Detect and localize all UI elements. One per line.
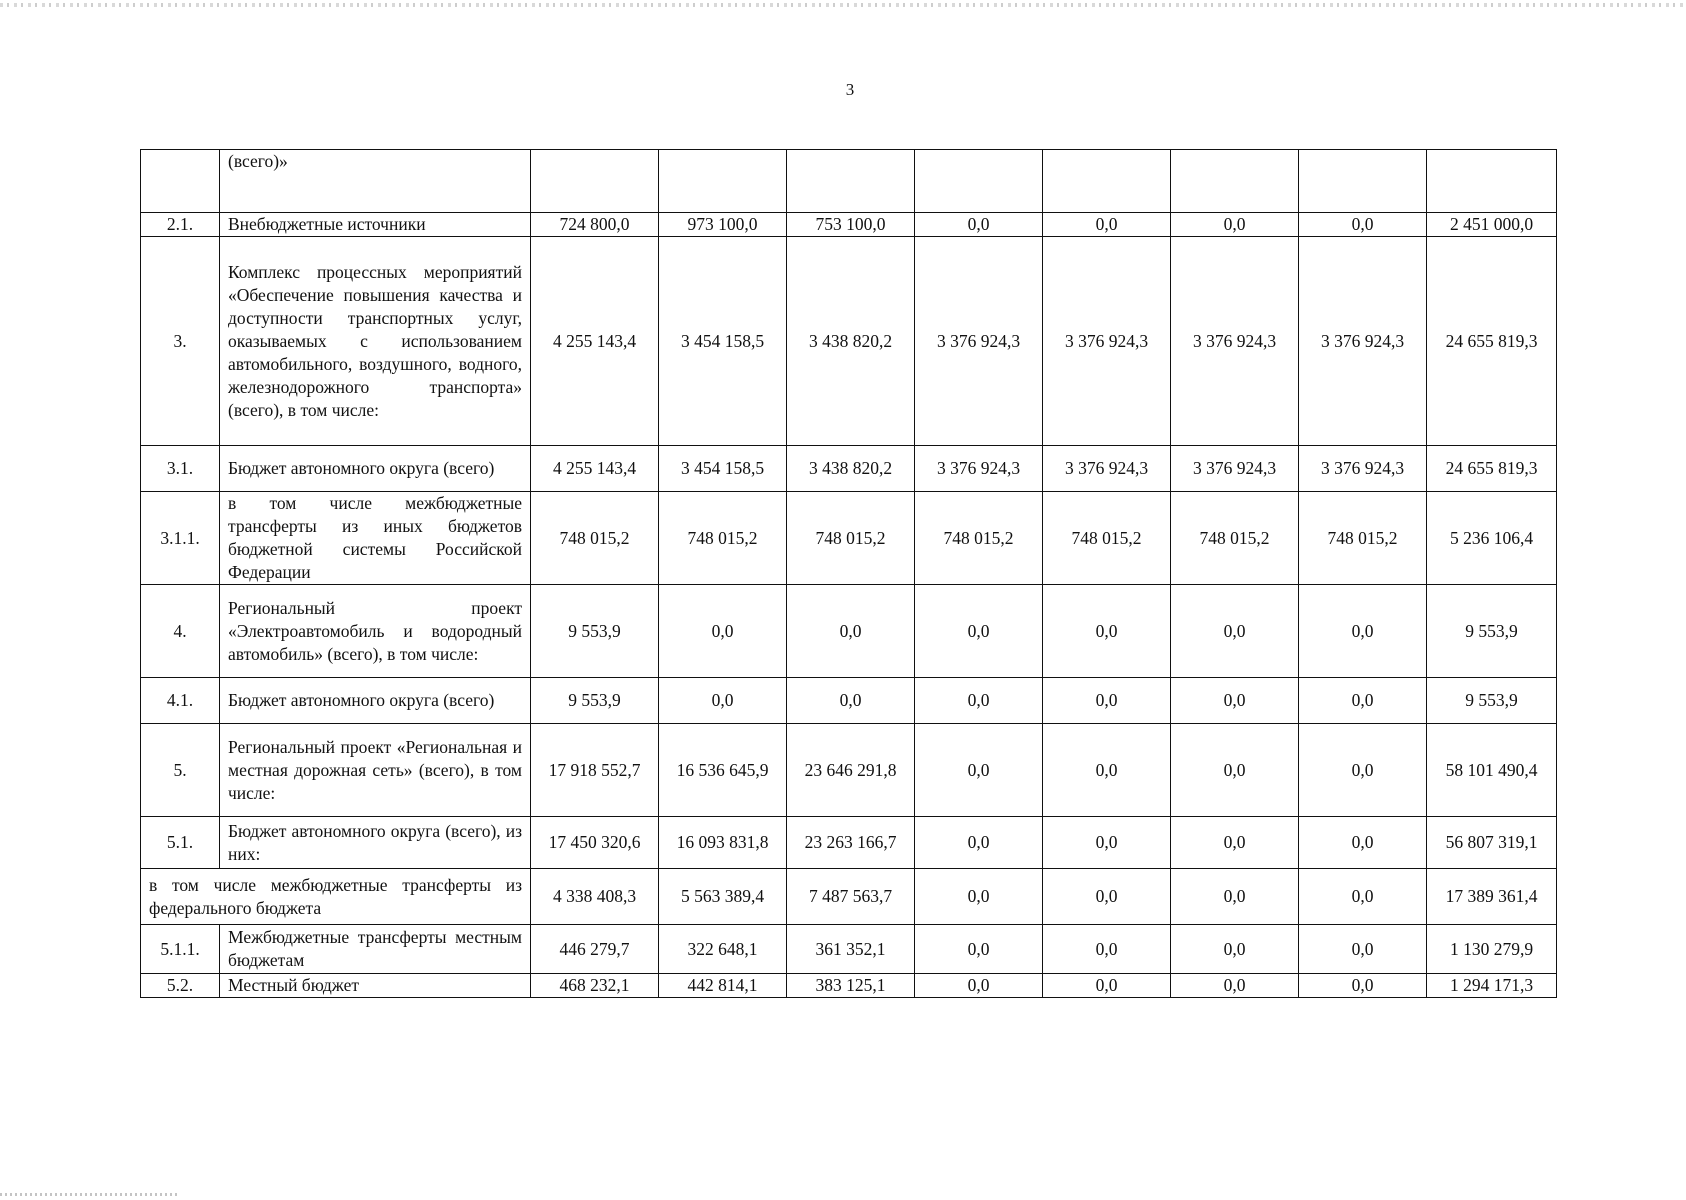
table-row — [141, 974, 1557, 998]
table-row — [141, 492, 1557, 585]
row-value: 4 255 143,4 — [531, 237, 659, 446]
row-value: 0,0 — [1043, 974, 1171, 998]
row-number: 4. — [141, 585, 220, 678]
table-row — [141, 237, 1557, 446]
table-row — [141, 150, 1557, 213]
row-name: Бюджет автономного округа (всего), из них: — [220, 817, 531, 869]
row-value: 361 352,1 — [787, 925, 915, 974]
row-value: 468 232,1 — [531, 974, 659, 998]
row-value: 0,0 — [1171, 724, 1299, 817]
row-name: Межбюджетные трансферты местным бюджетам — [220, 925, 531, 974]
row-value: 0,0 — [1299, 974, 1427, 998]
table-row — [141, 869, 1557, 925]
row-value: 0,0 — [1299, 678, 1427, 724]
row-value: 56 807 319,1 — [1427, 817, 1557, 869]
row-value: 0,0 — [787, 678, 915, 724]
row-value — [659, 150, 787, 213]
row-value: 3 376 924,3 — [1171, 237, 1299, 446]
row-value: 58 101 490,4 — [1427, 724, 1557, 817]
row-number: 4.1. — [141, 678, 220, 724]
table-row — [141, 925, 1557, 974]
row-value: 0,0 — [915, 724, 1043, 817]
row-value: 0,0 — [915, 869, 1043, 925]
row-value: 0,0 — [1043, 925, 1171, 974]
row-number: 5. — [141, 724, 220, 817]
row-name: Бюджет автономного округа (всего) — [220, 678, 531, 724]
row-value — [1171, 150, 1299, 213]
table-row — [141, 724, 1557, 817]
budget-table — [140, 149, 1557, 998]
row-value: 3 454 158,5 — [659, 446, 787, 492]
row-value: 442 814,1 — [659, 974, 787, 998]
row-value: 748 015,2 — [1299, 492, 1427, 585]
row-name: в том числе межбюджетные трансферты из иных бюджетов бюджетной системы Российской Федерации — [220, 492, 531, 585]
row-name: (всего)» — [220, 150, 531, 213]
row-value: 9 553,9 — [531, 585, 659, 678]
row-value — [531, 150, 659, 213]
row-value: 0,0 — [1171, 925, 1299, 974]
row-value: 16 536 645,9 — [659, 724, 787, 817]
row-value: 0,0 — [1299, 869, 1427, 925]
row-value: 748 015,2 — [659, 492, 787, 585]
row-name: Внебюджетные источники — [220, 213, 531, 237]
row-value — [1427, 150, 1557, 213]
row-value: 9 553,9 — [1427, 585, 1557, 678]
row-value: 7 487 563,7 — [787, 869, 915, 925]
row-value: 1 294 171,3 — [1427, 974, 1557, 998]
table-row — [141, 213, 1557, 237]
row-value: 0,0 — [1043, 585, 1171, 678]
row-value: 3 376 924,3 — [1043, 446, 1171, 492]
row-value: 0,0 — [1043, 213, 1171, 237]
row-value: 753 100,0 — [787, 213, 915, 237]
row-value: 0,0 — [787, 585, 915, 678]
row-number: 2.1. — [141, 213, 220, 237]
row-number — [141, 150, 220, 213]
row-value: 0,0 — [659, 678, 787, 724]
row-number: 3. — [141, 237, 220, 446]
row-value — [787, 150, 915, 213]
row-value: 0,0 — [1043, 817, 1171, 869]
row-value: 0,0 — [1299, 585, 1427, 678]
row-value: 3 376 924,3 — [915, 446, 1043, 492]
row-value: 17 918 552,7 — [531, 724, 659, 817]
row-value: 24 655 819,3 — [1427, 446, 1557, 492]
table-row — [141, 446, 1557, 492]
row-number: 5.1.1. — [141, 925, 220, 974]
row-value: 0,0 — [1171, 817, 1299, 869]
row-value: 0,0 — [915, 678, 1043, 724]
row-value: 5 236 106,4 — [1427, 492, 1557, 585]
row-value: 3 376 924,3 — [1171, 446, 1299, 492]
row-value: 0,0 — [1299, 213, 1427, 237]
row-value: 0,0 — [1043, 869, 1171, 925]
row-value: 3 376 924,3 — [1299, 446, 1427, 492]
row-value: 1 130 279,9 — [1427, 925, 1557, 974]
row-value: 0,0 — [1171, 678, 1299, 724]
row-value: 0,0 — [1043, 678, 1171, 724]
row-number: 3.1.1. — [141, 492, 220, 585]
scan-edge-top — [0, 3, 1686, 7]
row-value: 383 125,1 — [787, 974, 915, 998]
row-number: 5.1. — [141, 817, 220, 869]
row-value — [915, 150, 1043, 213]
row-value — [1299, 150, 1427, 213]
row-value: 17 389 361,4 — [1427, 869, 1557, 925]
row-name: Бюджет автономного округа (всего) — [220, 446, 531, 492]
row-value: 973 100,0 — [659, 213, 787, 237]
row-value: 0,0 — [915, 817, 1043, 869]
row-value: 322 648,1 — [659, 925, 787, 974]
row-value: 24 655 819,3 — [1427, 237, 1557, 446]
row-name: Региональный проект «Электроавтомобиль и водородный автомобиль» (всего), в том числе: — [220, 585, 531, 678]
row-name: Региональный проект «Региональная и местная дорожная сеть» (всего), в том числе: — [220, 724, 531, 817]
row-name: Комплекс процессных мероприятий «Обеспечение повышения качества и доступности транспортных услуг, оказываемых с использованием автомобильного, воздушного, водного, железнодорожного транспорта» (всего), в том числе: — [220, 237, 531, 446]
row-value: 748 015,2 — [531, 492, 659, 585]
row-name: Местный бюджет — [220, 974, 531, 998]
table-row — [141, 817, 1557, 869]
row-value: 17 450 320,6 — [531, 817, 659, 869]
row-value: 748 015,2 — [787, 492, 915, 585]
row-value: 0,0 — [1299, 724, 1427, 817]
row-value: 3 438 820,2 — [787, 237, 915, 446]
row-value: 0,0 — [1171, 585, 1299, 678]
row-value: 2 451 000,0 — [1427, 213, 1557, 237]
row-value: 4 255 143,4 — [531, 446, 659, 492]
row-value: 3 376 924,3 — [1299, 237, 1427, 446]
scan-edge-bottom — [0, 1193, 180, 1196]
row-value: 0,0 — [915, 585, 1043, 678]
row-value: 0,0 — [915, 925, 1043, 974]
row-value: 23 263 166,7 — [787, 817, 915, 869]
row-name: в том числе межбюджетные трансферты из федерального бюджета — [141, 869, 531, 925]
row-value: 5 563 389,4 — [659, 869, 787, 925]
row-value: 0,0 — [659, 585, 787, 678]
row-value: 724 800,0 — [531, 213, 659, 237]
row-value: 0,0 — [1043, 724, 1171, 817]
row-value: 9 553,9 — [531, 678, 659, 724]
row-number: 3.1. — [141, 446, 220, 492]
row-value: 3 438 820,2 — [787, 446, 915, 492]
row-value: 4 338 408,3 — [531, 869, 659, 925]
row-value: 3 376 924,3 — [1043, 237, 1171, 446]
row-value: 0,0 — [1171, 869, 1299, 925]
row-value: 748 015,2 — [915, 492, 1043, 585]
row-number: 5.2. — [141, 974, 220, 998]
row-value: 9 553,9 — [1427, 678, 1557, 724]
table-row — [141, 585, 1557, 678]
row-value — [1043, 150, 1171, 213]
row-value: 0,0 — [915, 974, 1043, 998]
row-value: 3 454 158,5 — [659, 237, 787, 446]
row-value: 0,0 — [1171, 213, 1299, 237]
row-value: 0,0 — [1299, 817, 1427, 869]
row-value: 446 279,7 — [531, 925, 659, 974]
page-number: 3 — [845, 80, 855, 99]
row-value: 0,0 — [1171, 974, 1299, 998]
row-value: 16 093 831,8 — [659, 817, 787, 869]
row-value: 3 376 924,3 — [915, 237, 1043, 446]
row-value: 23 646 291,8 — [787, 724, 915, 817]
row-value: 0,0 — [1299, 925, 1427, 974]
row-value: 748 015,2 — [1043, 492, 1171, 585]
table-row — [141, 678, 1557, 724]
row-value: 748 015,2 — [1171, 492, 1299, 585]
row-value: 0,0 — [915, 213, 1043, 237]
